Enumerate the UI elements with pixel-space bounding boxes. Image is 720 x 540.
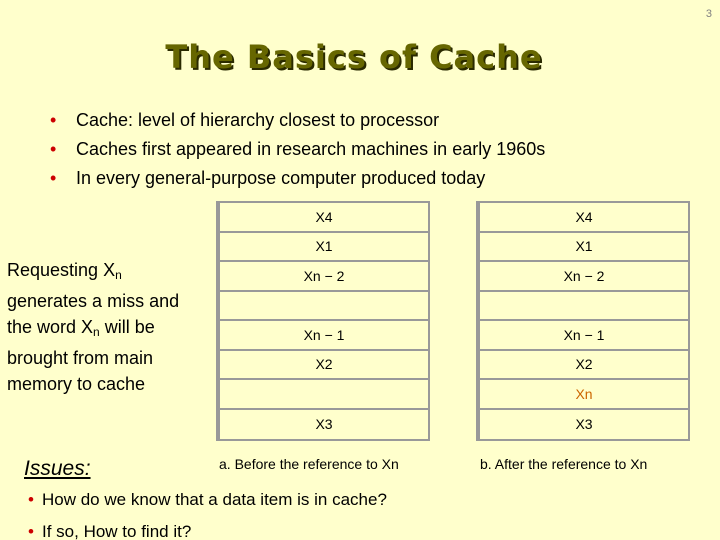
issue-item: • How do we know that a data item is in cache?	[28, 484, 387, 516]
cache-cell: X4	[480, 203, 688, 233]
cache-cell: X1	[220, 233, 428, 263]
cache-cell: X3	[315, 416, 333, 433]
page-number: 3	[705, 8, 712, 20]
cache-cell: X4	[220, 203, 428, 233]
issues-heading: Issues:	[24, 457, 91, 480]
cache-cell: X3	[575, 416, 593, 433]
issues-list	[28, 484, 387, 540]
cache-after	[478, 201, 690, 441]
sidebar-line: will be	[99, 317, 155, 337]
slide-title: The Basics of Cache	[165, 38, 543, 76]
cache-cell: X2	[220, 351, 428, 381]
issue-item: • If so, How to find it?	[28, 516, 387, 540]
caption-before: a. Before the reference to Xn	[219, 456, 399, 472]
sidebar-text	[7, 257, 212, 397]
sidebar-line: Requesting X	[7, 260, 116, 280]
bullet-item: • In every general-purpose computer produced today	[50, 164, 545, 193]
subscript: n	[115, 268, 122, 282]
bullet-item: • Caches first appeared in research machines in early 1960s	[50, 135, 545, 164]
sidebar-line: memory to cache	[7, 374, 146, 394]
cache-cell: Xn − 1	[220, 321, 428, 351]
sidebar-line: brought from main	[7, 348, 154, 368]
bullet-list	[50, 106, 545, 193]
cache-cell	[480, 292, 688, 322]
cache-cell: Xn − 2	[220, 262, 428, 292]
cache-cell: X1	[480, 233, 688, 263]
bullet-item: • Cache: level of hierarchy closest to processor	[50, 106, 545, 135]
subscript: n	[93, 325, 100, 339]
cache-cell	[220, 380, 428, 410]
cache-cell: Xn − 1	[480, 321, 688, 351]
cache-before	[218, 201, 430, 441]
cache-cell-new: Xn	[480, 380, 688, 410]
cache-cell: Xn − 2	[480, 262, 688, 292]
cache-cell: X2	[480, 351, 688, 381]
cache-cell	[220, 292, 428, 322]
sidebar-line: generates a miss and	[7, 291, 180, 311]
sidebar-line: the word X	[7, 317, 94, 337]
caption-after: b. After the reference to Xn	[480, 456, 648, 472]
